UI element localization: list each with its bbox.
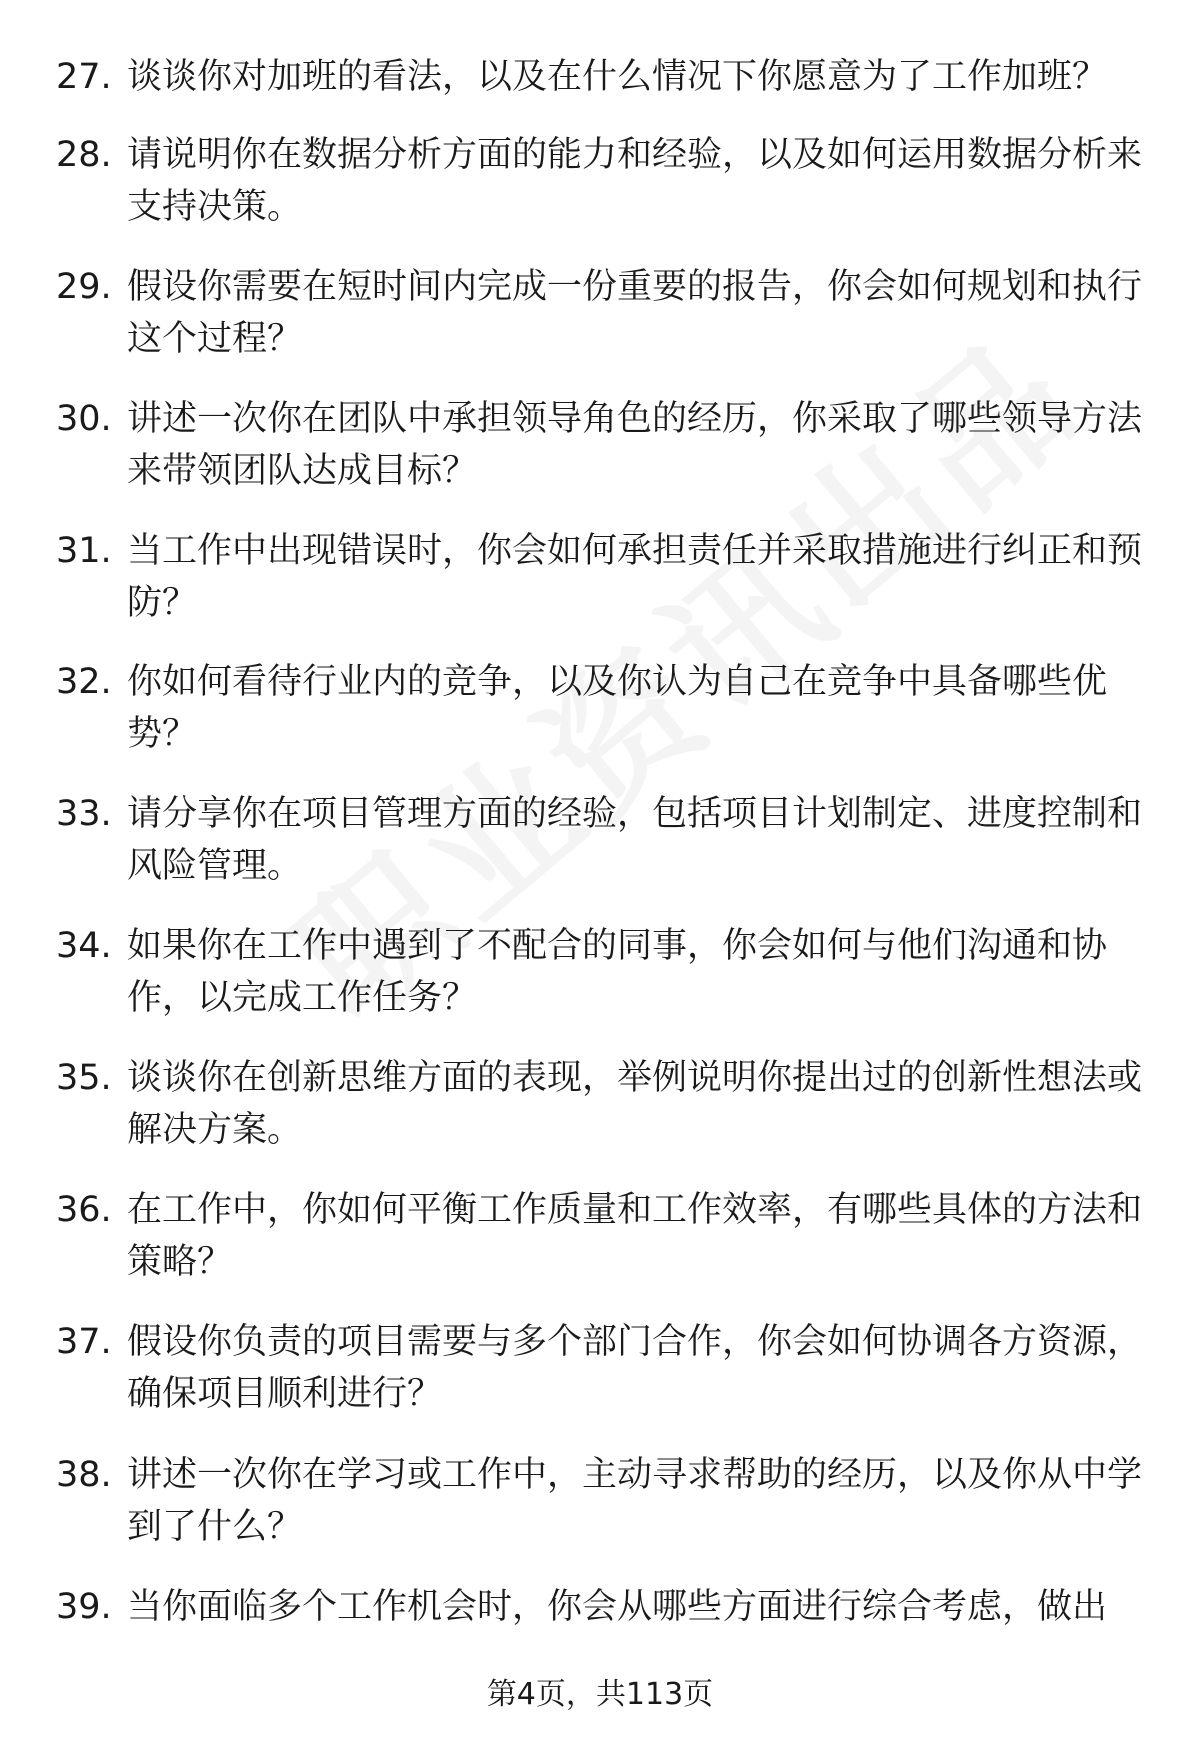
question-text: 谈谈你在创新思维方面的表现，举例说明你提出过的创新性想法或解决方案。 bbox=[127, 1058, 1143, 1150]
question-number: 35. bbox=[56, 1058, 112, 1098]
question-number: 37. bbox=[56, 1322, 112, 1362]
question-text: 如果你在工作中遇到了不配合的同事，你会如何与他们沟通和协作，以完成工作任务？ bbox=[127, 926, 1108, 1018]
page-footer: 第4页，共113页 bbox=[486, 1677, 714, 1712]
question-number: 30. bbox=[56, 399, 112, 439]
question-text: 在工作中，你如何平衡工作质量和工作效率，有哪些具体的方法和策略？ bbox=[127, 1190, 1143, 1282]
question-text: 讲述一次你在学习或工作中，主动寻求帮助的经历，以及你从中学到了什么？ bbox=[127, 1455, 1143, 1547]
question-text: 你如何看待行业内的竞争，以及你认为自己在竞争中具备哪些优势？ bbox=[127, 662, 1108, 754]
question-number: 31. bbox=[56, 531, 112, 571]
question-number: 39. bbox=[56, 1587, 112, 1627]
question-number: 29. bbox=[56, 267, 112, 307]
question-number: 34. bbox=[56, 926, 112, 966]
question-text: 假设你需要在短时间内完成一份重要的报告，你会如何规划和执行这个过程？ bbox=[127, 267, 1143, 359]
question-text: 讲述一次你在团队中承担领导角色的经历，你采取了哪些领导方法来带领团队达成目标？ bbox=[127, 399, 1143, 491]
question-number: 38. bbox=[56, 1455, 112, 1495]
question-number: 32. bbox=[56, 662, 112, 702]
question-number: 27. bbox=[56, 57, 112, 97]
question-text: 请分享你在项目管理方面的经验，包括项目计划制定、进度控制和风险管理。 bbox=[127, 794, 1143, 886]
question-text: 当你面临多个工作机会时，你会从哪些方面进行综合考虑，做出 bbox=[127, 1587, 1108, 1627]
question-text: 假设你负责的项目需要与多个部门合作，你会如何协调各方资源，确保项目顺利进行？ bbox=[127, 1322, 1143, 1414]
question-text: 谈谈你对加班的看法，以及在什么情况下你愿意为了工作加班？ bbox=[127, 57, 1108, 97]
question-text: 当工作中出现错误时，你会如何承担责任并采取措施进行纠正和预防？ bbox=[127, 531, 1143, 623]
question-number: 33. bbox=[56, 794, 112, 834]
question-number: 28. bbox=[56, 135, 112, 175]
question-text: 请说明你在数据分析方面的能力和经验，以及如何运用数据分析来支持决策。 bbox=[127, 135, 1143, 227]
question-number: 36. bbox=[56, 1190, 112, 1230]
